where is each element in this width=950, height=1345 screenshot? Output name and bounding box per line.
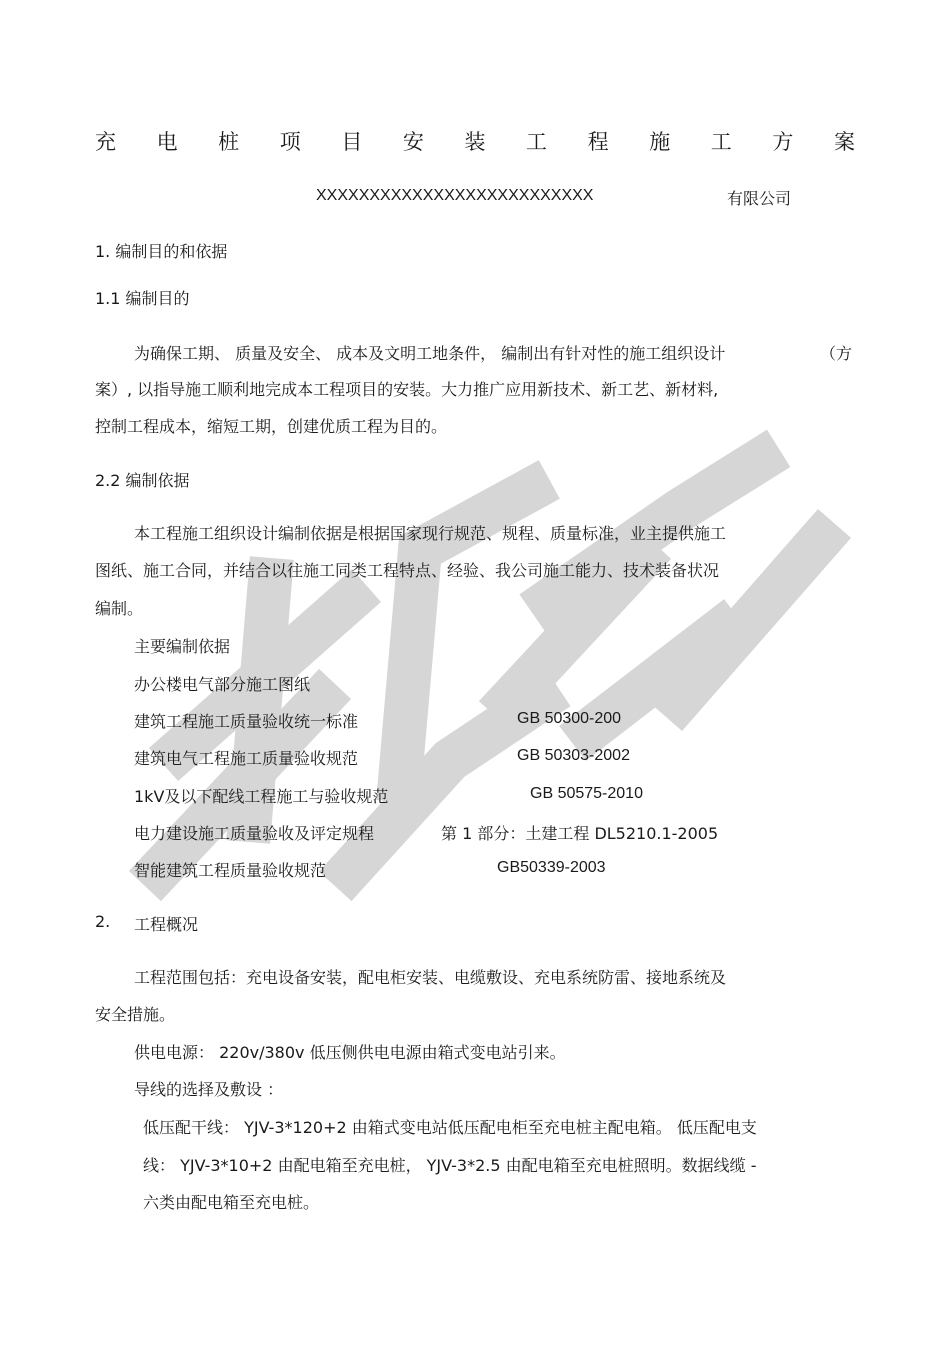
purpose-line-2: 案）, 以指导施工顺利地完成本工程项目的安装。大力推广应用新技术、新工艺、新材料, xyxy=(95,380,719,399)
purpose-line-1-end: （方 xyxy=(820,344,853,363)
title-char: 项 xyxy=(279,130,301,154)
title-char: 施 xyxy=(649,130,671,154)
scope-line-1: 工程范围包括：充电设备安装，配电柜安装、电缆敷设、充电系统防雷、接地系统及 xyxy=(134,968,727,987)
title-char: 案 xyxy=(833,130,855,154)
basis-item-code: GB 50300-200 xyxy=(517,710,622,727)
document-title xyxy=(95,126,855,156)
basis-item-code: GB 50575-2010 xyxy=(530,785,643,802)
basis-line-2: 图纸、施工合同，并结合以往施工同类工程特点、经验、我公司施工能力、技术装备状况 xyxy=(95,561,720,580)
section-1-1-heading: 1.1 编制目的 xyxy=(95,289,190,308)
basis-list-heading: 主要编制依据 xyxy=(134,637,231,656)
title-char: 桩 xyxy=(218,130,240,154)
wire-line-2: 线： YJV-3*10+2 由配电箱至充电桩， YJV-3*2.5 由配电箱至充电桩照明。数据线缆 - xyxy=(143,1156,757,1175)
title-char: 工 xyxy=(526,130,548,154)
title-char: 方 xyxy=(772,130,794,154)
wire-line-1: 低压配干线： YJV-3*120+2 由箱式变电站低压配电柜至充电桩主配电箱。 低压配电支 xyxy=(143,1118,757,1137)
basis-item-name: 智能建筑工程质量验收规范 xyxy=(134,861,327,880)
basis-item-code: GB 50303-2002 xyxy=(517,747,630,764)
basis-item-name: 建筑工程施工质量验收统一标准 xyxy=(134,712,359,731)
section-2-heading: 工程概况 xyxy=(134,915,199,934)
title-char: 安 xyxy=(402,130,424,154)
basis-item-code: 第 1 部分：土建工程 DL5210.1-2005 xyxy=(441,824,719,843)
basis-line-1: 本工程施工组织设计编制依据是根据国家现行规范、规程、质量标准，业主提供施工 xyxy=(134,524,727,543)
title-char: 充 xyxy=(95,130,116,154)
section-2-2-heading: 2.2 编制依据 xyxy=(95,471,190,490)
title-char: 工 xyxy=(710,130,732,154)
purpose-line-3: 控制工程成本，缩短工期，创建优质工程为目的。 xyxy=(95,417,448,436)
purpose-line-1: 为确保工期、 质量及安全、 成本及文明工地条件， 编制出有针对性的施工组织设计 xyxy=(134,344,726,363)
basis-line-3: 编制。 xyxy=(95,599,144,618)
basis-item-name: 1kV及以下配线工程施工与验收规范 xyxy=(134,787,389,806)
basis-item-name: 建筑电气工程施工质量验收规范 xyxy=(134,749,359,768)
company-code: XXXXXXXXXXXXXXXXXXXXXXXXXX xyxy=(316,187,594,204)
section-2-number: 2. xyxy=(95,912,111,931)
power-supply-line: 供电电源： 220v/380v 低压侧供电电源由箱式变电站引来。 xyxy=(134,1043,566,1062)
section-1-heading: 1. 编制目的和依据 xyxy=(95,242,228,261)
basis-item-name: 电力建设施工质量验收及评定规程 xyxy=(134,824,375,843)
wire-heading: 导线的选择及敷设 ： xyxy=(134,1080,284,1099)
basis-item-name: 办公楼电气部分施工图纸 xyxy=(134,675,311,694)
company-suffix: 有限公司 xyxy=(727,189,792,208)
scope-line-2: 安全措施。 xyxy=(95,1005,176,1024)
title-char: 装 xyxy=(464,130,486,154)
title-char: 程 xyxy=(587,130,609,154)
title-char: 电 xyxy=(156,130,178,154)
title-char: 目 xyxy=(341,130,363,154)
basis-item-code: GB50339-2003 xyxy=(497,859,606,876)
wire-line-3: 六类由配电箱至充电桩。 xyxy=(143,1193,320,1212)
